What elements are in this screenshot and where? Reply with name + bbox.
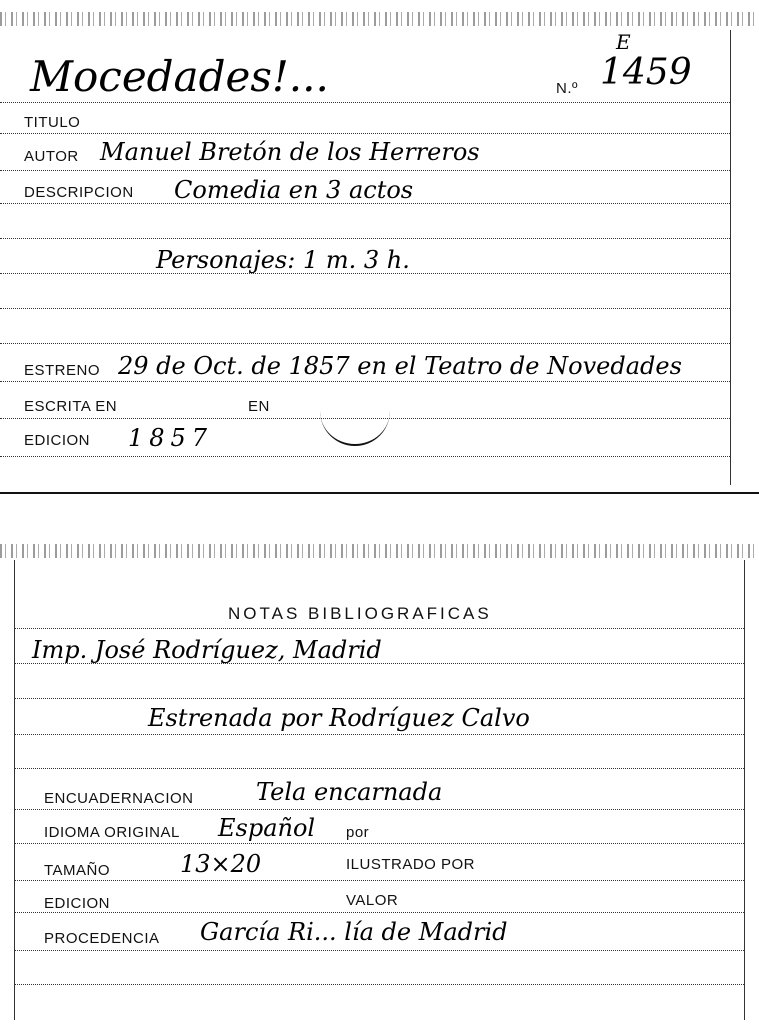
number-mark: E — [616, 30, 631, 54]
catalog-card-front — [0, 0, 759, 495]
blank-line-1 — [0, 238, 730, 239]
ilustrado-label: ILUSTRADO POR — [346, 856, 476, 873]
encuadernacion-value: Tela encarnada — [256, 778, 443, 806]
heading-line — [14, 628, 744, 629]
titulo-line — [0, 133, 730, 134]
estrenada-value: Estrenada por Rodríguez Calvo — [148, 704, 530, 732]
idioma-line — [14, 843, 744, 844]
descripcion-label: DESCRIPCION — [24, 184, 134, 201]
personajes-line — [0, 273, 730, 274]
card-separator — [0, 492, 759, 494]
handwritten-stroke — [320, 410, 390, 446]
idioma-value: Español — [218, 814, 316, 842]
estreno-value: 29 de Oct. de 1857 en el Teatro de Novedades — [118, 352, 682, 380]
descripcion-value: Comedia en 3 actos — [174, 176, 414, 204]
card-right-border — [730, 30, 731, 485]
procedencia-value: García Ri... lía de Madrid — [200, 918, 508, 946]
notas-heading: NOTAS BIBLIOGRAFICAS — [228, 604, 492, 623]
autor-line — [0, 170, 730, 171]
autor-value: Manuel Bretón de los Herreros — [100, 138, 480, 166]
escrita-line — [0, 418, 730, 419]
scan-noise-back — [0, 544, 759, 558]
blank-line-3 — [0, 343, 730, 344]
edicion-back-label: EDICION — [44, 895, 111, 912]
catalog-card-back — [0, 538, 759, 1028]
number-label: N.º — [556, 80, 578, 97]
scan-noise-top — [0, 12, 759, 26]
procedencia-label: PROCEDENCIA — [44, 930, 160, 947]
valor-label: VALOR — [346, 892, 399, 909]
autor-label: AUTOR — [24, 148, 79, 165]
tamano-label: TAMAÑO — [44, 862, 111, 879]
tamano-value: 13×20 — [180, 850, 262, 878]
title-handwritten: Mocedades!... — [30, 52, 329, 101]
idioma-label: IDIOMA ORIGINAL — [44, 824, 180, 841]
procedencia-line — [14, 950, 744, 951]
encuadernacion-label: ENCUADERNACION — [44, 790, 194, 807]
edicion-value: 1857 — [128, 424, 214, 452]
imprenta-value: Imp. José Rodríguez, Madrid — [32, 636, 382, 664]
blank-line-2 — [0, 308, 730, 309]
blank-back-line-3 — [14, 984, 744, 985]
edicion-back-line — [14, 912, 744, 913]
edicion-label: EDICION — [24, 432, 91, 449]
blank-back-line-1 — [14, 698, 744, 699]
estreno-line — [0, 381, 730, 382]
encuadernacion-line — [14, 809, 744, 810]
blank-back-line-2 — [14, 768, 744, 769]
imprenta-line — [14, 663, 744, 664]
personajes-value: Personajes: 1 m. 3 h. — [156, 246, 410, 274]
escrita-en-label: ESCRITA EN — [24, 398, 118, 415]
number-handwritten: 1459 — [600, 52, 692, 93]
card-left-border — [14, 560, 15, 1020]
estrenada-line — [14, 734, 744, 735]
edicion-line — [0, 456, 730, 457]
tamano-line — [14, 880, 744, 881]
descripcion-line — [0, 203, 730, 204]
en-label: EN — [248, 398, 270, 415]
por-label: por — [346, 824, 370, 841]
card-right-border-back — [744, 560, 745, 1020]
title-line — [0, 102, 730, 103]
titulo-label: TITULO — [24, 114, 81, 131]
estreno-label: ESTRENO — [24, 362, 101, 379]
